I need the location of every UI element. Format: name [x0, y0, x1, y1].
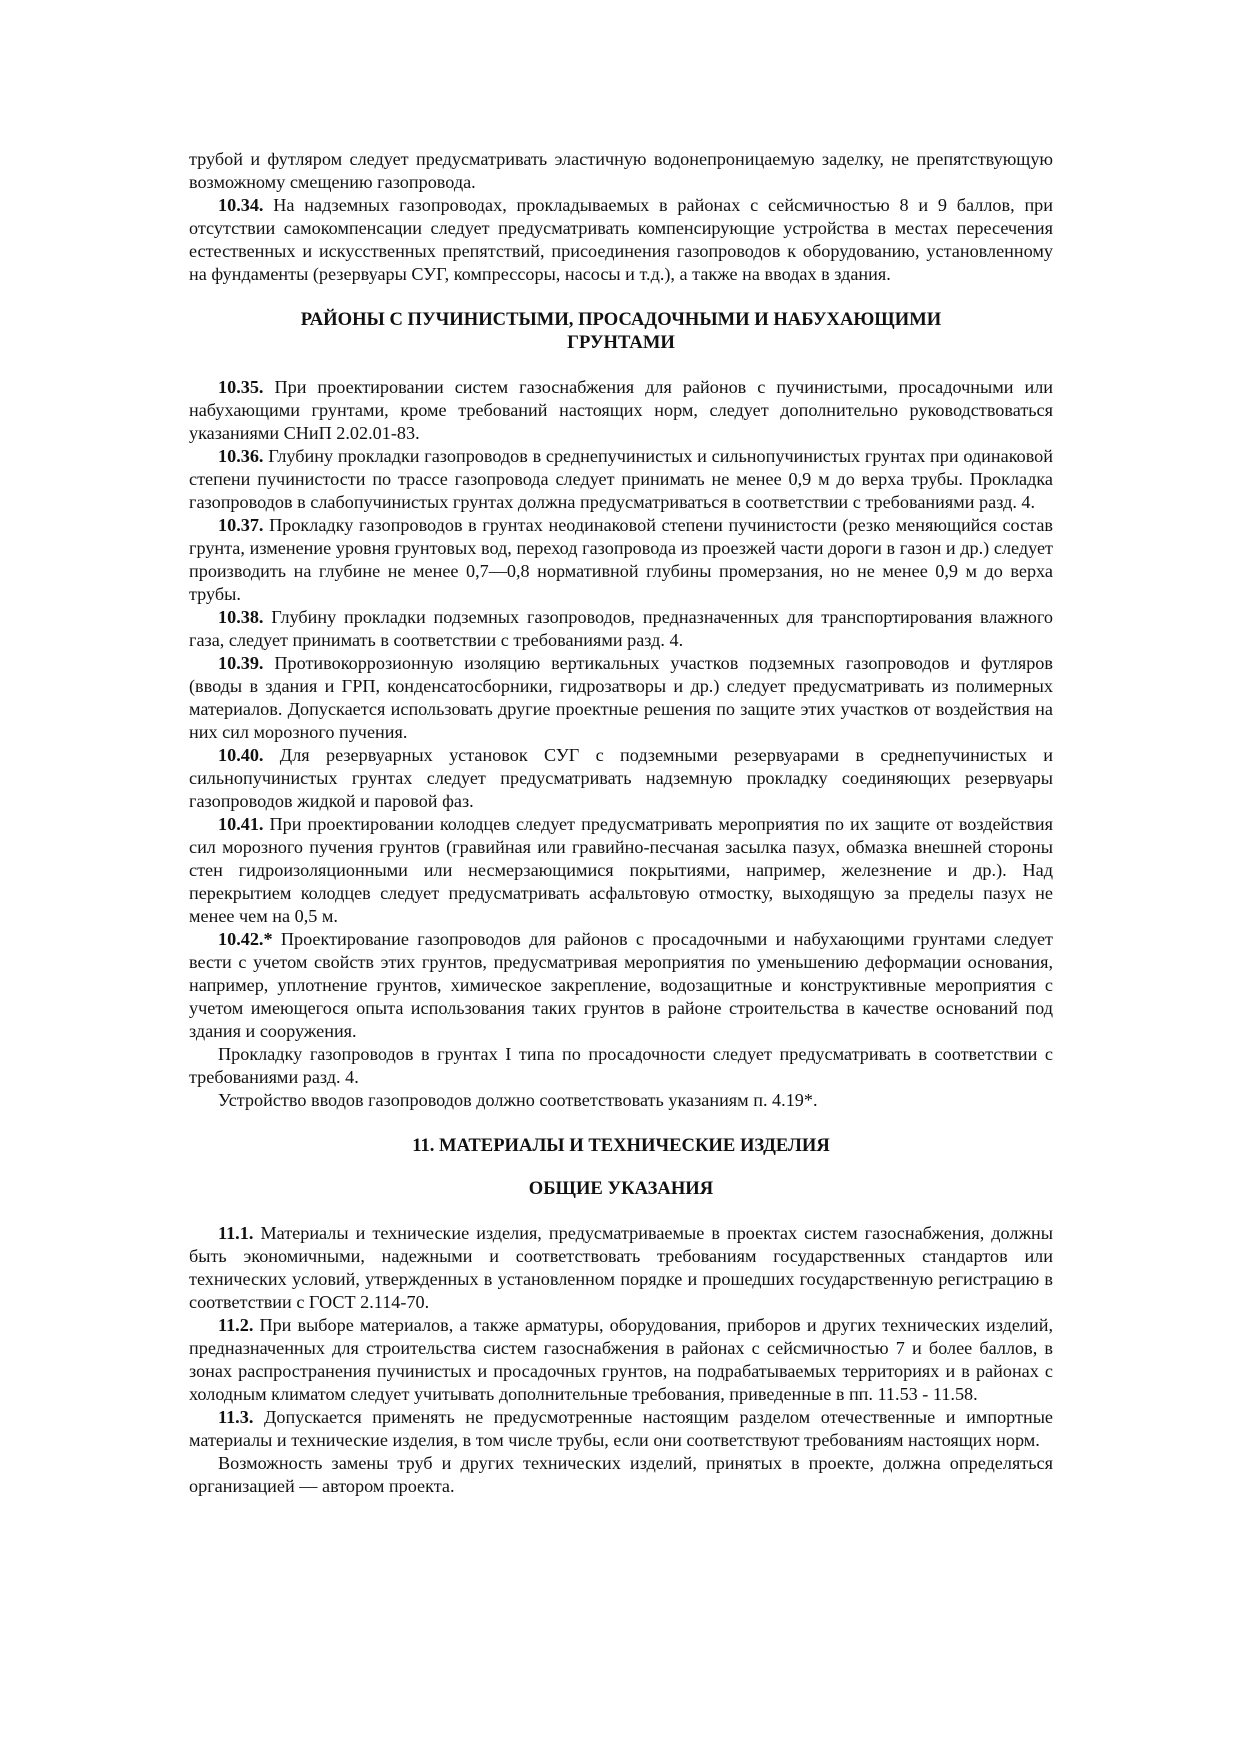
clause-10-40	[189, 744, 1053, 813]
clause-number: 10.40.	[218, 745, 264, 765]
clause-10-42	[189, 928, 1053, 1043]
paragraph-inlets: Устройство вводов газопроводов должно соответствовать указаниям п. 4.19*.	[218, 1090, 818, 1110]
clause-text: Проектирование газопроводов для районов с просадочными и набухающими грунтами следует вести с учетом свойств этих грунтов, предусматривая мероприятия по уменьшению деформации основания, например, уплотнение грунтов, химическое закрепление, водозащитные и конструктивные мероприятия с учетом имеющегося опыта использования таких грунтов в районе строительства в качестве оснований под здания и сооружения.	[189, 929, 1053, 1041]
clause-10-41	[189, 813, 1053, 928]
clause-text: При проектировании систем газоснабжения для районов с пучинистыми, просадочными или набухающими грунтами, кроме требований настоящих норм, следует дополнительно руководствоваться указаниями СНиП 2.02.01-83.	[189, 377, 1053, 443]
clause-text: На надземных газопроводах, прокладываемых в районах с сейсмичностью 8 и 9 баллов, при отсутствии самокомпенсации следует предусматривать компенсирующие устройства в местах пересечения естественных и искусственных препятствий, присоединения газопроводов к оборудованию, установленному на фундаменты (резервуары СУГ, компрессоры, насосы и т.д.), а также на вводах в здания.	[189, 195, 1054, 284]
clause-10-34	[189, 194, 1053, 286]
clause-text: При выборе материалов, а также арматуры, оборудования, приборов и других технических изделий, предназначенных для строительства систем газоснабжения в районах с сейсмичностью 7 и более баллов, в зонах распространения пучинистых и просадочных грунтов, на подрабатываемых территориях и в районах с холодным климатом следует учитывать дополнительные требования, приведенные в пп. 11.53 - 11.58.	[189, 1315, 1053, 1404]
clause-text: Для резервуарных установок СУГ с подземными резервуарами в среднепучинистых и сильнопучинистых грунтах следует предусматривать надземную прокладку соединяющих резервуары газопроводов жидкой и паровой фаз.	[189, 745, 1053, 811]
heading-section-11: 11. МАТЕРИАЛЫ И ТЕХНИЧЕСКИЕ ИЗДЕЛИЯ	[412, 1135, 830, 1156]
clause-number: 10.38.	[218, 607, 264, 627]
clause-text: Противокоррозионную изоляцию вертикальных участков подземных газопроводов и футляров (вводы в здания и ГРП, конденсатосборники, гидрозатворы и др.) следует предусматривать из полимерных материалов. Допускается использовать другие проектные решения по защите этих участков от воздействия на них сил морозного пучения.	[189, 653, 1053, 742]
clause-number: 11.2.	[218, 1315, 254, 1335]
clause-10-37	[189, 514, 1053, 606]
paragraph-final: Возможность замены труб и других технических изделий, принятых в проекте, должна определяться организацией — автором проекта.	[189, 1453, 1053, 1496]
paragraph-top: трубой и футляром следует предусматривать эластичную водонепроницаемую заделку, не препятствующую возможному смещению газопровода.	[189, 149, 1053, 192]
clause-number: 11.1.	[218, 1223, 254, 1243]
clause-number: 10.36.	[218, 446, 264, 466]
clause-11-1	[189, 1222, 1053, 1314]
clause-text: Прокладку газопроводов в грунтах неодинаковой степени пучинистости (резко меняющийся состав грунта, изменение уровня грунтовых вод, переход газопровода из проезжей части дороги в газон и др.) следует производить на глубине не менее 0,7—0,8 нормативной глубины промерзания, но не менее 0,9 м до верха трубы.	[189, 515, 1053, 604]
clause-10-36	[189, 445, 1053, 514]
heading-general: ОБЩИЕ УКАЗАНИЯ	[528, 1178, 714, 1199]
clause-number: 10.42.*	[218, 929, 273, 949]
clause-number: 10.34.	[218, 195, 264, 215]
clause-number: 10.41.	[218, 814, 264, 834]
clause-text: Глубину прокладки подземных газопроводов, предназначенных для транспортирования влажного газа, следует принимать в соответствии с требованиями разд. 4.	[189, 607, 1053, 650]
clause-11-3	[189, 1406, 1053, 1452]
clause-10-38	[189, 606, 1053, 652]
heading-soils: РАЙОНЫ С ПУЧИНИСТЫМИ, ПРОСАДОЧНЫМИ И НАБУХАЮЩИМИ ГРУНТАМИ	[300, 309, 942, 353]
clause-text: При проектировании колодцев следует предусматривать мероприятия по их защите от воздействия сил морозного пучения грунтов (гравийная или гравийно-песчаная засылка пазух, обмазка внешней стороны стен гидроизоляционными или несмерзающимися покрытиями, например, железнение и др.). Над перекрытием колодцев следует предусматривать асфальтовую отмостку, выходящую за пределы пазух не менее чем на 0,5 м.	[189, 814, 1054, 926]
clause-number: 10.37.	[218, 515, 264, 535]
paragraph-soil-type: Прокладку газопроводов в грунтах I типа по просадочности следует предусматривать в соответствии с требованиями разд. 4.	[189, 1044, 1053, 1087]
clause-text: Допускается применять не предусмотренные настоящим разделом отечественные и импортные материалы и технические изделия, в том числе трубы, если они соответствуют требованиям настоящих норм.	[189, 1407, 1053, 1450]
clause-text: Глубину прокладки газопроводов в среднепучинистых и сильнопучинистых грунтах при одинаковой степени пучинистости по трассе газопровода следует принимать не менее 0,9 м до верха трубы. Прокладка газопроводов в слабопучинистых грунтах должна предусматриваться в соответствии с требованиями разд. 4.	[189, 446, 1054, 512]
clause-text: Материалы и технические изделия, предусматриваемые в проектах систем газоснабжения, должны быть экономичными, надежными и соответствовать требованиям государственных стандартов или технических условий, утвержденных в установленном порядке и прошедших государственную регистрацию в соответствии с ГОСТ 2.114-70.	[189, 1223, 1054, 1312]
document-page	[189, 148, 1053, 1498]
clause-11-2	[189, 1314, 1053, 1406]
clause-10-39	[189, 652, 1053, 744]
clause-number: 10.35.	[218, 377, 264, 397]
clause-10-35	[189, 376, 1053, 445]
clause-number: 11.3.	[218, 1407, 254, 1427]
clause-number: 10.39.	[218, 653, 264, 673]
